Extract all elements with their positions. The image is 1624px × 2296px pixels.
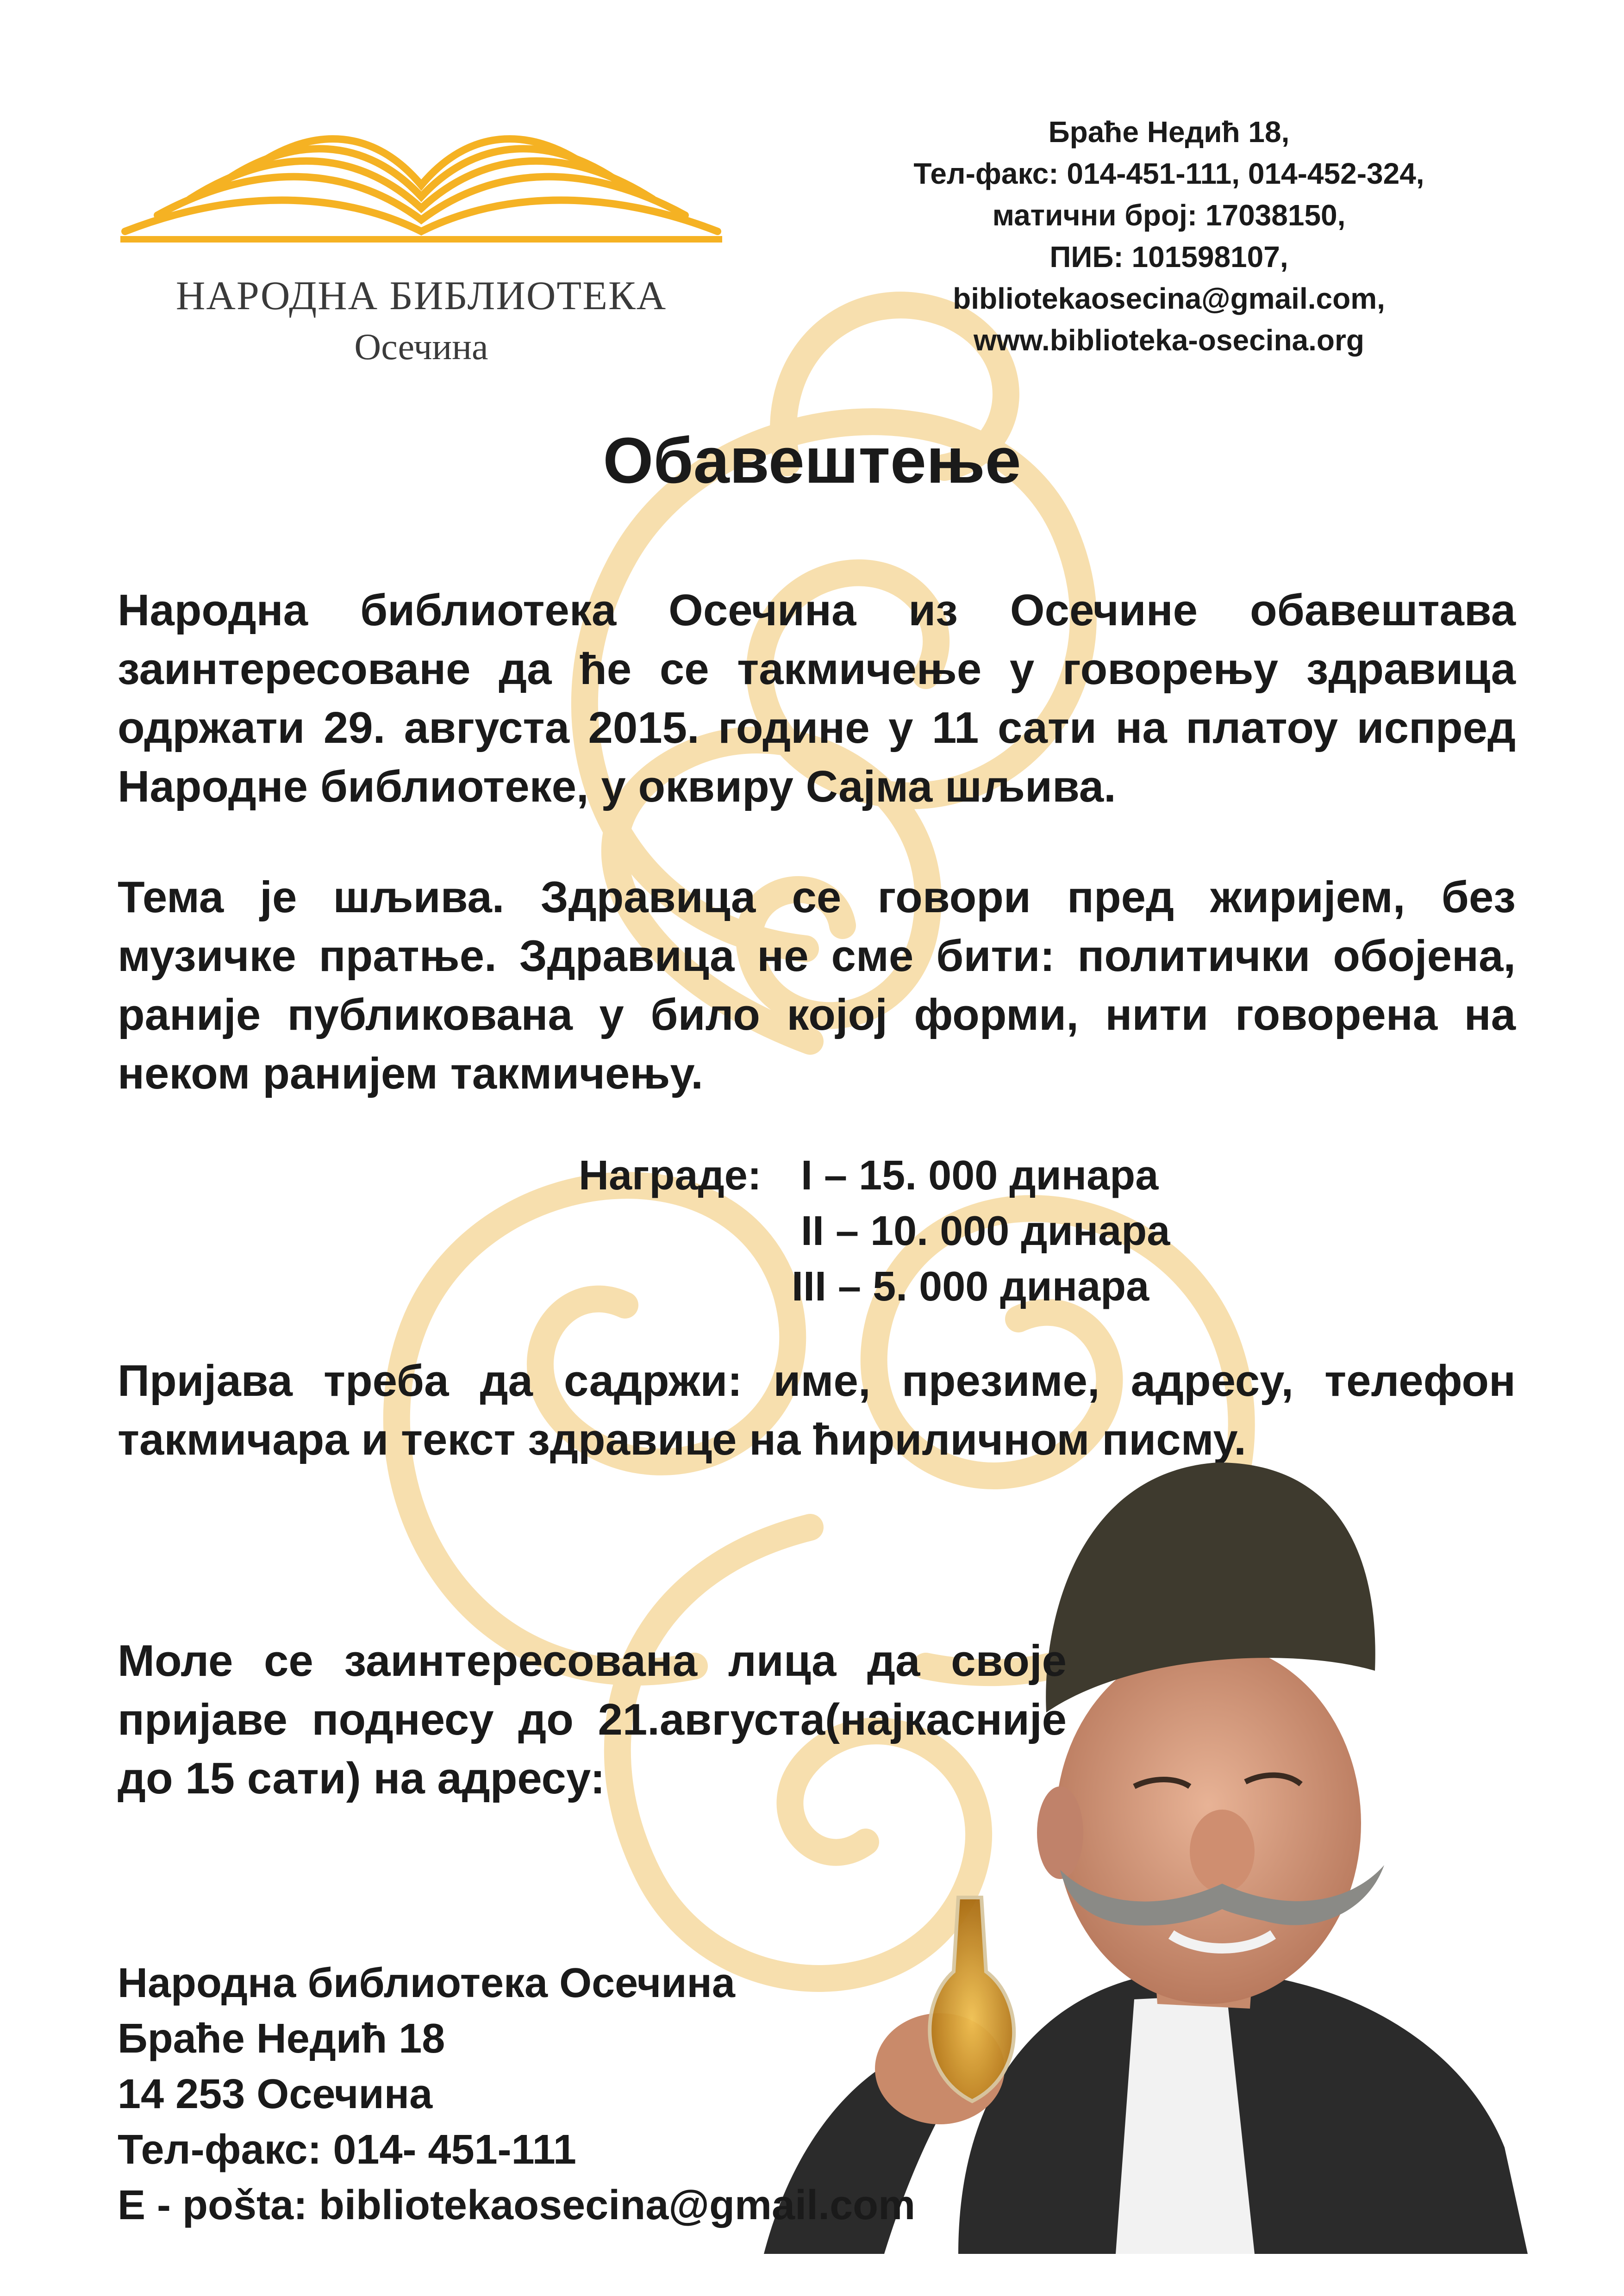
library-logo (116, 120, 727, 380)
contact-address: Браће Недић 18, (1048, 115, 1290, 149)
prize-first: I – 15. 000 динара (801, 1152, 1159, 1199)
address-email[interactable]: E - pošta: bibliotekaosecina@gmail.com (118, 2182, 916, 2228)
library-city: Осечина (354, 327, 488, 367)
deadline-paragraph: Моле се заинтересована лица да своје пријаве поднесу до 21.августа(најкасније до 15 сати) на адресу: (118, 1636, 1067, 1803)
contact-website[interactable]: www.biblioteka-osecina.org (974, 324, 1364, 357)
theme-paragraph: Тема је шљива. Здравица се говори пред жиријем, без музичке пратње. Здравица не сме бити: политички обојена, раније публикована у било којој форми, нити говорена на неком ранијем такмичењу. (118, 872, 1516, 1098)
prize-second: II – 10. 000 динара (801, 1208, 1170, 1254)
contact-registration-number: матични број: 17038150, (992, 199, 1346, 232)
contact-info (833, 111, 1505, 361)
address-phone: Тел-факс: 014- 451-111 (118, 2127, 576, 2173)
prizes-block (579, 1148, 1273, 1333)
contact-email[interactable]: bibliotekaosecina@gmail.com, (953, 282, 1385, 315)
prizes-label: Награде: (579, 1152, 762, 1199)
application-paragraph: Пријава треба да садржи: име, презиме, адресу, телефон такмичара и текст здравице на ћириличном писму. (118, 1356, 1516, 1464)
contact-tax-id: ПИБ: 101598107, (1049, 240, 1288, 274)
address-postal-city: 14 253 Осечина (118, 2071, 433, 2117)
address-street: Браће Недић 18 (118, 2016, 445, 2062)
intro-paragraph: Народна библиотека Осечина из Осечине обавештава заинтересоване да ће се такмичење у говорењу здравица одржати 29. августа 2015. године у 11 сати на платоу испред Народне библиотеке, у оквиру Сајма шљива. (118, 585, 1516, 811)
contact-phone: Тел-факс: 014-451-111, 014-452-324, (913, 157, 1424, 190)
page-title: Обавештење (603, 424, 1021, 497)
address-library-name: Народна библиотека Осечина (118, 1960, 735, 2006)
library-name: НАРОДНА БИБЛИОТЕКА (175, 274, 667, 318)
mailing-address (118, 1955, 1043, 2233)
prize-third: III – 5. 000 динара (792, 1263, 1149, 1310)
open-book-icon (116, 120, 727, 250)
